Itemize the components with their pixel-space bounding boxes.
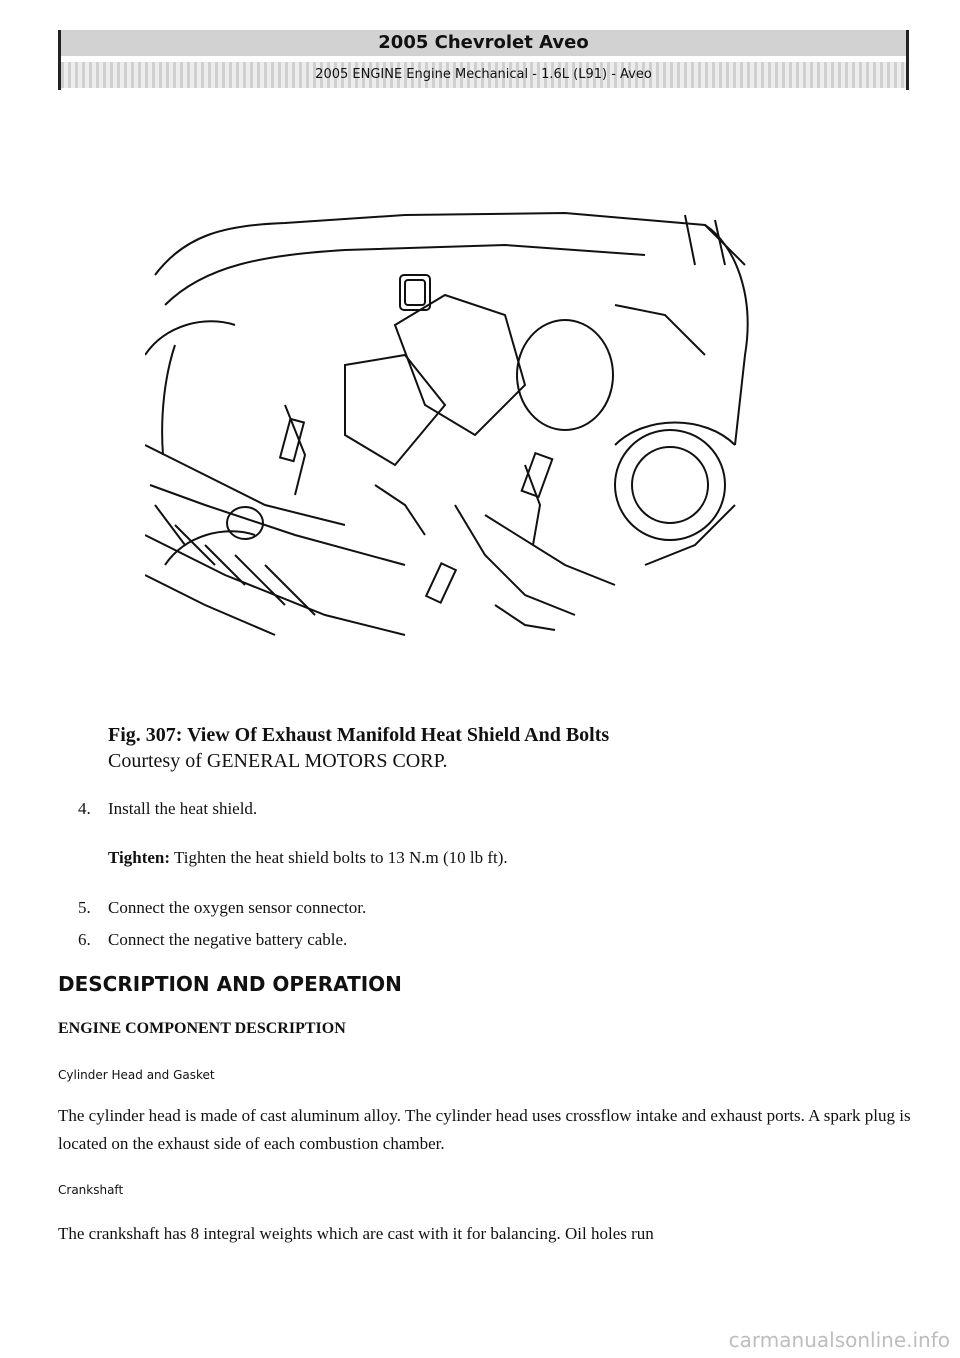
step-text: Connect the oxygen sensor connector.: [108, 898, 367, 917]
paragraph: The cylinder head is made of cast aluminum alloy. The cylinder head uses crossflow intake and exhaust ports. A spark plug is located on the exhaust side of each combustion chamber.: [58, 1106, 911, 1153]
exhaust-manifold-illustration: [145, 205, 765, 640]
paragraph: The crankshaft has 8 integral weights which are cast with it for balancing. Oil holes run: [58, 1224, 654, 1243]
subsection-title: ENGINE COMPONENT DESCRIPTION: [58, 1020, 346, 1037]
step-item: [78, 896, 366, 920]
caption-credit: Courtesy of GENERAL MOTORS CORP.: [108, 750, 448, 772]
item-title: Cylinder Head and Gasket: [58, 1068, 215, 1082]
caption-title: Fig. 307: View Of Exhaust Manifold Heat Shield And Bolts: [108, 724, 610, 746]
tighten-label: Tighten:: [108, 848, 171, 867]
step-number: 6.: [78, 930, 91, 949]
header-title: 2005 Chevrolet Aveo: [61, 30, 906, 56]
step-text: Install the heat shield.: [108, 799, 258, 818]
step-item: [78, 797, 257, 821]
figure-caption: [108, 722, 609, 774]
page-header: [58, 30, 909, 90]
step-number: 5.: [78, 898, 91, 917]
section-title: DESCRIPTION AND OPERATION: [58, 972, 402, 996]
header-subtitle: 2005 ENGINE Engine Mechanical - 1.6L (L91) - Aveo: [61, 62, 906, 88]
item-title: Crankshaft: [58, 1183, 124, 1197]
step-number: 4.: [78, 799, 91, 818]
step-text: Connect the negative battery cable.: [108, 930, 348, 949]
watermark: carmanualsonline.info: [728, 1328, 950, 1352]
tighten-text: Tighten the heat shield bolts to 13 N.m (10 lb ft).: [174, 848, 508, 867]
tighten-note: [108, 848, 508, 868]
step-item: [78, 928, 347, 952]
